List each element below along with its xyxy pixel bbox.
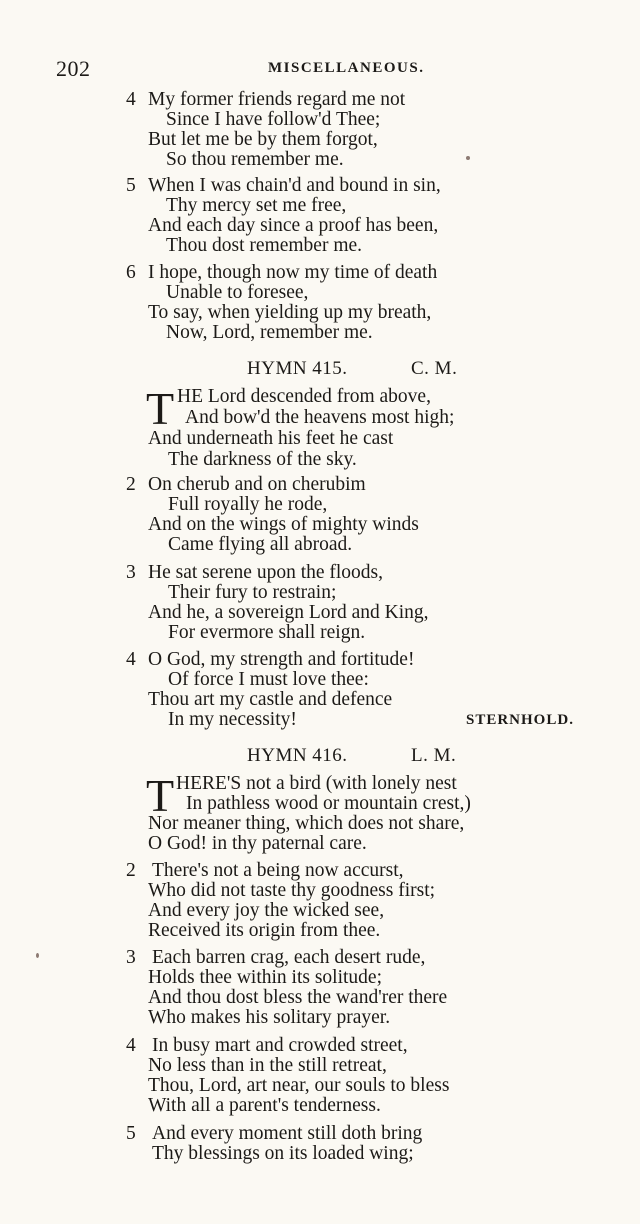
- verse-line: In busy mart and crowded street,: [152, 1035, 408, 1056]
- verse-line: No less than in the still retreat,: [148, 1055, 387, 1076]
- verse-line: In pathless wood or mountain crest,): [186, 793, 471, 814]
- verse-line: There's not a being now accurst,: [152, 860, 404, 881]
- verse-line: And each day since a proof has been,: [148, 215, 439, 236]
- verse-line: Full royally he rode,: [168, 494, 328, 515]
- verse-line: HERE'S not a bird (with lonely nest: [176, 773, 457, 794]
- verse-line: O God, my strength and fortitude!: [148, 649, 415, 670]
- hymn-meter: L. M.: [411, 745, 457, 766]
- verse-line: HE Lord descended from above,: [177, 386, 431, 407]
- verse-line: Thy blessings on its loaded wing;: [152, 1143, 414, 1164]
- stanza-number: 2: [126, 474, 136, 495]
- hymn-number: HYMN 415.: [247, 358, 348, 379]
- stanza-number: 4: [126, 89, 136, 110]
- stanza-number: 4: [126, 1035, 136, 1056]
- verse-line: Since I have follow'd Thee;: [166, 109, 381, 130]
- verse-line: Of force I must love thee:: [168, 669, 369, 690]
- hymn-author: STERNHOLD.: [466, 712, 574, 728]
- verse-line: Nor meaner thing, which does not share,: [148, 813, 465, 834]
- verse-line: Now, Lord, remember me.: [166, 322, 373, 343]
- verse-line: Holds thee within its solitude;: [148, 967, 382, 988]
- verse-line: Who makes his solitary prayer.: [148, 1007, 391, 1028]
- verse-line: The darkness of the sky.: [168, 449, 357, 470]
- verse-line: Came flying all abroad.: [168, 534, 353, 555]
- verse-line: And on the wings of mighty winds: [148, 514, 419, 535]
- verse-line: To say, when yielding up my breath,: [148, 302, 432, 323]
- verse-line: And bow'd the heavens most high;: [185, 407, 455, 428]
- verse-line: And every moment still doth bring: [152, 1123, 423, 1144]
- drop-cap: T: [146, 383, 175, 434]
- verse-line: He sat serene upon the floods,: [148, 562, 384, 583]
- section-title: MISCELLANEOUS.: [268, 60, 425, 76]
- verse-line: Thou art my castle and defence: [148, 689, 393, 710]
- verse-line: Thou, Lord, art near, our souls to bless: [148, 1075, 450, 1096]
- hymn-meter: C. M.: [411, 358, 458, 379]
- page-number: 202: [56, 56, 91, 81]
- verse-line: And he, a sovereign Lord and King,: [148, 602, 429, 623]
- verse-line: And underneath his feet he cast: [148, 428, 394, 449]
- verse-line: O God! in thy paternal care.: [148, 833, 367, 854]
- verse-line: With all a parent's tenderness.: [148, 1095, 381, 1116]
- stanza-number: 2: [126, 860, 136, 881]
- verse-line: Thy mercy set me free,: [166, 195, 347, 216]
- verse-line: But let me be by them forgot,: [148, 129, 378, 150]
- verse-line: For evermore shall reign.: [168, 622, 366, 643]
- stanza-number: 3: [126, 947, 136, 968]
- verse-line: I hope, though now my time of death: [148, 262, 438, 283]
- stanza-number: 6: [126, 262, 136, 283]
- ink-speck: [466, 156, 470, 160]
- stanza-number: 5: [126, 1123, 136, 1144]
- verse-line: Who did not taste thy goodness first;: [148, 880, 436, 901]
- verse-line: Each barren crag, each desert rude,: [152, 947, 426, 968]
- verse-line: So thou remember me.: [166, 149, 344, 170]
- verse-line: When I was chain'd and bound in sin,: [148, 175, 441, 196]
- hymn-416-heading: [0, 745, 640, 769]
- verse-line: In my necessity!: [168, 709, 297, 730]
- verse-line: Unable to foresee,: [166, 282, 309, 303]
- verse-line: My former friends regard me not: [148, 89, 406, 110]
- running-head: [56, 56, 580, 82]
- verse-line: Their fury to restrain;: [168, 582, 337, 603]
- drop-cap: T: [146, 770, 175, 821]
- verse-line: Received its origin from thee.: [148, 920, 381, 941]
- stanza-number: 3: [126, 562, 136, 583]
- verse-line: And every joy the wicked see,: [148, 900, 385, 921]
- hymn-number: HYMN 416.: [247, 745, 348, 766]
- hymn-415-heading: [0, 358, 640, 382]
- stanza-number: 5: [126, 175, 136, 196]
- verse-line: Thou dost remember me.: [166, 235, 363, 256]
- verse-line: On cherub and on cherubim: [148, 474, 366, 495]
- ink-speck: [36, 953, 39, 958]
- stanza-number: 4: [126, 649, 136, 670]
- verse-line: And thou dost bless the wand'rer there: [148, 987, 448, 1008]
